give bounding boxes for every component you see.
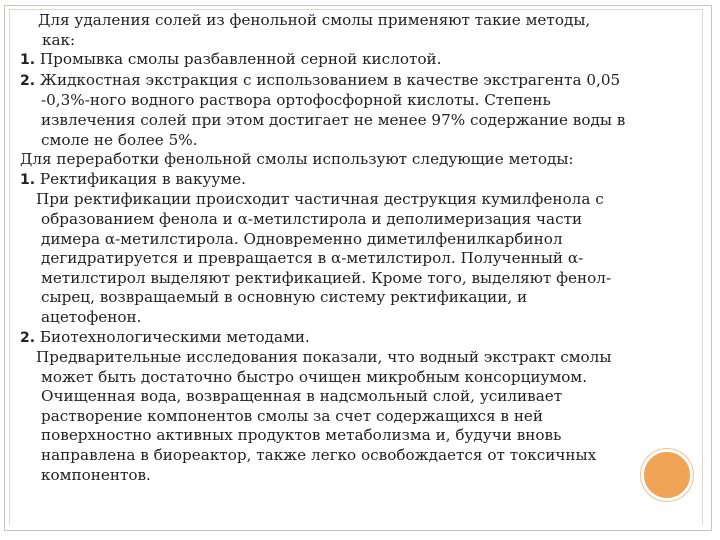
line-text: может быть достаточно быстро очищен микробным консорциумом. [41, 367, 588, 386]
line-text: Биотехнологическими методами. [39, 327, 310, 346]
text-line [20, 446, 696, 466]
text-line [20, 308, 696, 328]
line-text: компонентов. [41, 465, 151, 484]
line-text: метилстирол выделяют ректификацией. Кроме того, выделяют фенол- [41, 268, 612, 287]
text-line [20, 348, 696, 368]
list-number: 1. [20, 52, 36, 69]
line-text: поверхностно активных продуктов метаболизма и, будучи вновь [41, 426, 562, 445]
text-line [20, 230, 696, 250]
slide-text-body [20, 11, 696, 485]
line-text: Жидкостная экстракция с использованием в качестве экстрагента 0,05 [39, 70, 621, 89]
line-text: -0,3%-ного водного раствора ортофосфорной кислоты. Степень [41, 91, 551, 110]
line-text: смоле не более 5%. [41, 130, 198, 149]
text-line [20, 71, 696, 92]
text-line [20, 111, 696, 131]
text-line [20, 368, 696, 388]
text-line [20, 131, 696, 151]
line-text: Для удаления солей из фенольной смолы применяют такие методы, [38, 11, 591, 29]
line-text: направлена в биореактор, также легко освобождается от токсичных [41, 446, 597, 465]
line-text: Промывка смолы разбавленной серной кислотой. [39, 50, 442, 69]
text-line [20, 387, 696, 407]
line-text: ацетофенон. [41, 307, 142, 326]
line-text: как: [42, 30, 76, 49]
line-text: образованием фенола и α-метилстирола и деполимеризация части [41, 209, 583, 228]
text-line [20, 50, 696, 71]
text-line [20, 269, 696, 289]
line-text: Для переработки фенольной смолы используют следующие методы: [20, 150, 574, 169]
line-text: При ректификации происходит частичная деструкция кумилфенола с [36, 190, 604, 209]
line-text: димера α-метилстирола. Одновременно диметилфенилкарбинол [41, 229, 563, 248]
line-text: Предварительные исследования показали, что водный экстракт смолы [36, 348, 612, 367]
decorative-circle [641, 449, 693, 501]
text-line [20, 11, 696, 31]
list-number: 2. [20, 329, 36, 346]
text-line [20, 426, 696, 446]
line-text: растворение компонентов смолы за счет содержащихся в ней [41, 406, 544, 425]
text-line [20, 249, 696, 269]
line-text: дегидратируется и превращается в α-метилстирол. Полученный α- [41, 249, 584, 268]
text-line [20, 466, 696, 486]
text-line [20, 288, 696, 308]
list-number: 2. [20, 72, 36, 89]
text-line [20, 31, 696, 51]
text-line [20, 210, 696, 230]
text-line [20, 170, 696, 191]
line-text: извлечения солей при этом достигает не менее 97% содержание воды в [41, 110, 626, 129]
list-number: 1. [20, 171, 36, 188]
text-line [20, 91, 696, 111]
text-line [20, 190, 696, 210]
text-line [20, 407, 696, 427]
text-line [20, 150, 696, 170]
line-text: сырец, возвращаемый в основную систему ректификации, и [41, 288, 528, 307]
line-text: Очищенная вода, возвращенная в надсмольный слой, усиливает [41, 387, 563, 406]
text-line [20, 328, 696, 349]
line-text: Ректификация в вакууме. [39, 169, 246, 188]
